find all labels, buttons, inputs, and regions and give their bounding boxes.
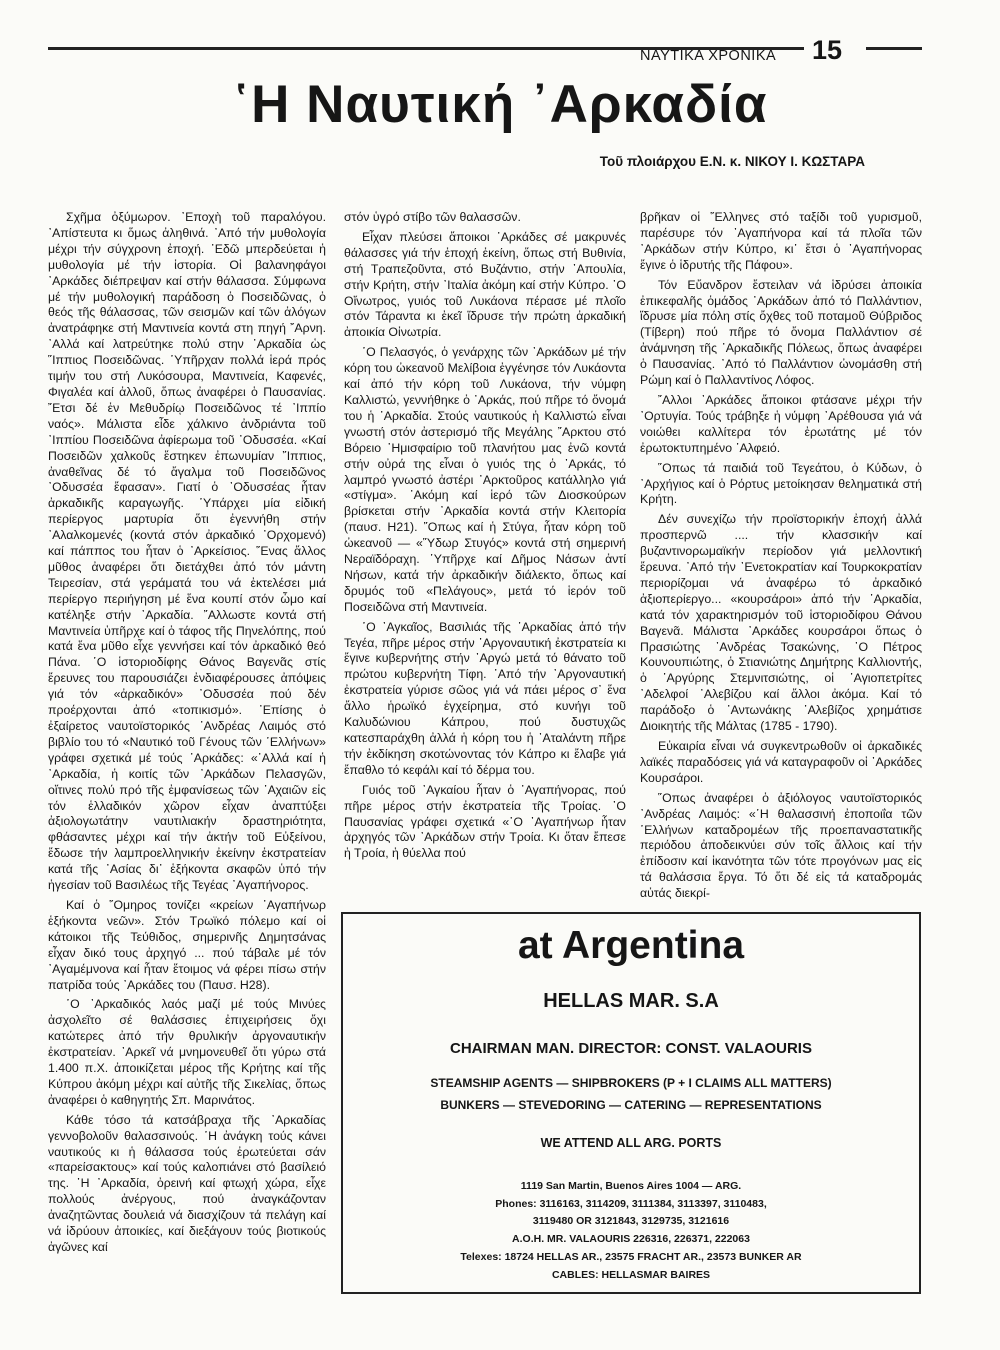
- paragraph: Εἶχαν πλεύσει ἄποικοι ᾿Αρκάδες σέ μακρυνές θάλασσες γιά τήν ἐποχή ἐκείνη, ὅπως στή Βυθινία, στή Τραπεζοῦντα, στό Βυζάντιο, στήν ᾿Απουλία, στήν Κρήτη, στήν ᾿Ιταλία ἀκόμη καί στήν Κύπρο. ῾Ο Οἴνωτρος, γυιός τοῦ Λυκάονα πέρασε μέ πλοῖο στόν Τάραντα κι ἐκεῖ ἵδρυσε τήν πρώτη ἀρκαδική ἀποικία Οἰνωτρία.: [344, 229, 626, 340]
- header-rule-right: [866, 47, 922, 50]
- ad-services-line-2: BUNKERS — STEVEDORING — CATERING — REPRESENTATIONS: [440, 1098, 822, 1112]
- section-label: ΝΑΥΤΙΚΑ ΧΡΟΝΙΚΑ: [640, 48, 777, 64]
- ad-cables: CABLES: HELLASMAR BAIRES: [551, 1269, 711, 1281]
- ad-phones-line-1: Phones: 3116163, 3114209, 3111384, 3113397, 3110483,: [495, 1198, 767, 1210]
- ad-phones-line-2: 3119480 OR 3121843, 3129735, 3121616: [532, 1215, 730, 1227]
- page-number: 15: [812, 35, 843, 65]
- paragraph: Καί ὁ ῞Ομηρος τονίζει «κρείων ᾿Αγαπήνωρ ἑξήκοντα νεῶν». Στόν Τρωϊκό πόλεμο καί οἱ κάτοικοι τῆς Τεύθιδος, σημερινῆς Δημητσάνας εἶχαν δικό τους ἀρχηγό ... πού τάβαλε μέ τόν ᾿Αγαμέμνονα καί ἦταν ἕτοιμος νά φέρει πίσω στήν πατρίδα τούς ᾿Αρκάδες του (Παυσ. Η28).: [48, 897, 326, 992]
- ad-ports: WE ATTEND ALL ARG. PORTS: [540, 1136, 722, 1150]
- ad-chairman: CHAIRMAN MAN. DIRECTOR: CONST. VALAOURIS: [450, 1040, 812, 1057]
- paragraph: ῾Ο Πελασγός, ὁ γενάρχης τῶν ᾿Αρκάδων μέ τήν κόρη του ὠκεανοῦ Μελίβοια ἐγγένησε τόν Λυκάοντα καί ἀπό τήν κόρη τοῦ Λυκάονα, τήν νύμφη Καλλιστώ, γεννήθηκε ὁ ᾿Αρκάς, πού πῆρε τό ὄνομά του ἡ ᾿Αρκαδία. Στούς ναυτικούς ἡ Καλλιστώ εἶναι γνωστή στόν ἀστερισμό τῆς Μεγάλης ῎Αρκτου στό Βόρειο ῾Ημισφαίριο τοῦ πλανήτου μας ἐνῶ κοντά στήν οὐρά της εἶναι ὁ γυιός της ὁ ᾿Αρκάς, τό λαμπρό γνωστό ἀστέρι ᾿Αρκτοῦρος κατάλληλο γιά «στίγμα». ᾿Ακόμη καί ἱερό τῶν Διοσκούρων βρίσκεται στήν ᾿Αρκαδία κοντά στήν Κλειτορία (παυσ. Η21). ῞Οπως καί ἡ Στύγα, ἦταν κόρη τοῦ ὠκεανοῦ — «῞Υδωρ Στυγός» κοντά στή σημερινή Νεραϊδόραχη. ῾Υπῆρχε καί Δῆμος Νάσων ἀντί Νήσων, κατά τήν ἀρκαδικήν διάλεκτο, ὅπως καί δρυμός τοῦ «Πελάγους», μετά τό ἱερόν τοῦ Ποσειδῶνα στή Μαντινεία.: [344, 345, 626, 614]
- article-byline: Τοῦ πλοιάρχου Ε.Ν. κ. ΝΙΚΟΥ Ι. ΚΩΣΤΑΡΑ: [599, 154, 865, 169]
- article-title: ῾Η Ναυτική ᾿Αρκαδία: [232, 75, 768, 134]
- paragraph: Γυιός τοῦ ᾿Αγκαίου ἦταν ὁ ᾿Αγαπήνορας, πού πῆρε μέρος στήν ἐκστρατεία τῆς Τροίας. ῾Ο Παυσανίας γράφει σχετικά «῾Ο ᾿Αγαπήνωρ ἦταν ἀρχηγός τῶν ᾿Αρκάδων στήν Τροία. Κι ὅταν ἔπεσε ἡ Τροία, ἡ θύελλα πού: [344, 782, 626, 861]
- ad-company-name: HELLAS MAR. S.A: [543, 990, 719, 1012]
- article-column-1: [48, 210, 326, 1260]
- paragraph: Τόν Εὔανδρον ἔστειλαν νά ἱδρύσει ἀποικία ἐπικεφαλῆς ὁμάδος ᾿Αρκάδων ἀπό τό Παλλάντιον, ἵδρυσε μία πόλη στίς ὄχθες τοῦ ποταμοῦ Θύβριδος (Τίβερη) πού πῆρε τό ὄνομα Παλλάντιον σέ ἀνάμνηση τῆς ᾿Αρκαδικῆς Πόλεως, ὅπως ἀναφέρει ὁ Παυσανίας. ᾿Από τό Παλλάντιον ὠνομάσθη στή Ρώμη καί ὁ Παλλαντίνος Λόφος.: [640, 277, 922, 388]
- paragraph: ῾Ο ᾿Αρκαδικός λαός μαζί μέ τούς Μινύες ἀσχολεῖτο σέ θαλάσσιες ἐπιχειρήσεις ὄχι κατώτερες ἀπό τήν θρυλικήν ἀργοναυτικήν ἐκστρατείαν. ᾿Αρκεῖ νά μνημονευθεῖ ὅτι γύρω στά 1.400 π.Χ. ἀποικίζεται μέρος τῆς Κρήτης καί τῆς Κύπρου ἀκόμη μέχρι καί αὐτῆς τῆς Σικελίας, ὅπως ἀναφέρει ὁ καθηγητής Σπ. Μαρινάτος.: [48, 997, 326, 1107]
- paragraph: Εὐκαιρία εἶναι νά συγκεντρωθοῦν οἱ ἀρκαδικές λαϊκές παραδόσεις γιά νά καταγραφοῦν οἱ ᾿Αρκάδες Κουρσάροι.: [640, 739, 922, 785]
- ad-title: at Argentina: [517, 924, 745, 967]
- paragraph: βρῆκαν οἱ ῞Ελληνες στό ταξίδι τοῦ γυρισμοῦ, παρέσυρε τόν ᾿Αγαπήνορα καί τά πλοῖα τῶν ᾿Αρκάδων στήν Κύπρο, κι᾿ ἔτσι ὁ ᾿Αγαπήνορας ἔγινε ὁ ἱδρυτής τῆς Πάφου».: [640, 210, 922, 272]
- ad-address: 1119 San Martin, Buenos Aires 1004 — ARG.: [520, 1180, 742, 1192]
- ad-services-line-1: STEAMSHIP AGENTS — SHIPBROKERS (P + I CLAIMS ALL MATTERS): [430, 1076, 832, 1090]
- paragraph: ῞Οπως ἀναφέρει ὁ ἀξιόλογος ναυτοϊστορικός ᾿Ανδρέας Λαιμός: «῾Η θαλασσινή ἐποποιΐα τῶν ῾Ελλήνων καταδρομέων τῆς προεπαναστατικῆς περιόδου ἀποδεικνύει σύν τοῖς ἄλλοις καί τήν ἐπίδοσιν καί ἱκανότητα τῶν τότε προγόνων μας εἰς τά θαλάσσια ἔργα. Τό ὅτι δέ εἰς τά καταδρομάς αὐτάς διεκρί-: [640, 790, 922, 901]
- paragraph: στόν ὑγρό στίβο τῶν θαλασσῶν.: [344, 210, 521, 224]
- paragraph: Δέν συνεχίζω τήν προϊστορικήν ἐποχή ἀλλά προσπερνῶ .... τήν κλασσικήν καί βυζαντινορωμαϊκήν περίοδον γιά μελλοντική ἔρευνα. ᾿Από τήν ᾿Ενετοκρατίαν καί Τουρκοκρατίαν περιορίζομαι νά ἀναφέρω τό ἀρκαδικό ἀξιοπερίεργο... «κουρσάροι» ἀπό τήν ᾿Αρκαδία, κατά τόν χαρακτηρισμόν τοῦ ἱστοριοδίφου Θάνου Βαγενᾶ. Μάλιστα ᾿Αρκάδες κουρσάροι ὅπως ὁ Πρασιώτης ᾿Ανδρέας Τσακώνης, ῾Ο Πέτρος Κουνουπιώτης, ὁ Στιανιώτης Δημήτρης Καλλιοντής, ὁ ᾿Αργύρης Στεμνιτσιώτης, οἱ ᾿Αγιοπετρίτες ᾿Αδελφοί ᾿Αλεβίζου καί ἄλλοι ἀκόμα. Καί τό παράδοξο ὁ ᾿Αντωνάκης ᾿Αλεβίζος χρημάτισε Διοικητής τῆς Μάλτας (1785 - 1790).: [640, 512, 922, 734]
- advertisement-box: [341, 912, 921, 1294]
- article-column-3: [640, 210, 922, 906]
- paragraph: ῞Οπως τά παιδιά τοῦ Τεγεάτου, ὁ Κύδων, ὁ ᾿Αρχήγιος καί ὁ Ρόρτυς μετοίκησαν θεληματικά στή Κρήτη.: [640, 460, 922, 507]
- paragraph: Κάθε τόσο τά κατσάβραχα τῆς ᾿Αρκαδίας γεννοβολοῦν θαλασσινούς. ῾Η ἀνάγκη τούς κάνει ναυτικούς κι ἡ θάλασσα τούς ἐρωτεύεται σάν «παρείσακτους» καί τούς καλοπιάνει στό βασίλειό της. ῾Η ᾿Αρκαδία, ὀρεινή καί φτωχή χώρα, εἶχε πολλούς ἀνέργους, πού ἀναγκάζονταν ἀναζητῶντας δουλειά νά διασχίζουν τά πελάγη καί νά ἱδρύουν ἀποικίες, καί διεξάγουν τούς βιοτικούς ἀγῶνες καί: [48, 1112, 326, 1254]
- paragraph: ῎Αλλοι ᾿Αρκάδες ἄποικοι φτάσανε μέχρι τήν ᾿Ορτυγία. Τούς τράβηξε ἡ νύμφη ᾿Αρέθουσα γιά νά νοιώθει καλλίτερα τόν ἐρωτάτης μέ τόν ἐρωτοκτυπημένο ᾿Αλφειό.: [640, 392, 922, 455]
- ad-aoh: A.O.H. MR. VALAOURIS 226316, 226371, 222063: [512, 1233, 750, 1245]
- paragraph: Σχῆμα ὀξύμωρον. ᾿Εποχὴ τοῦ παραλόγου. ᾿Απίστευτα κι ὅμως ἀληθινά. ᾿Από τήν μυθολογία μέχρι τήν σύγχρονη ἐποχή. ᾿Εδῶ μπερδεύεται ἡ μυθολογία μέ τήν ἱστορία. Οἱ βαλανηφάγοι ᾿Αρκάδες διέπρεψαν καί στήν θάλασσα. Σύμφωνα μέ τήν μυθολογική παράδοση ὁ Ποσειδῶνας, ὁ θεός τῆς θάλασσας, τῶν σεισμῶν καί τῶν ἀλόγων ἀνατράφηκε στή Μαντινεία κοντά στη πηγή ῎Αρνη. ᾿Αλλά καί λατρεύτηκε πολύ στην ᾿Αρκαδία ὡς ῞Ιππιος Ποσειδῶνας. ῾Υπῆρχαν πολλά ἱερά πρός τιμήν του στή Λυκόσουρα, Μαντινεία, Καφενές, Φιγαλέα καί ἀλλοῦ, ὅπως ἀναφέρει ὁ Παυσανίας. ῎Ετσι δέ ἐν Μεθυδρίῳ Ποσειδῶνος τέ ᾿Ιππίο ναός». Μάλιστα εἶδε χάλκινο ἀνδριάντα τοῦ ᾿Ιππίου Ποσειδῶνα ἀφίερωμα τοῦ ᾿Οδυσσέα. «Καί Ποσειδῶν χαλκοῦς ἕστηκεν ἐπωνυμίαν ῞Ιππιος, ἀναθεῖνας δέ τό ἄγαλμα τοῦ Ποσειδῶνος ᾿Οδυσσέα ἔφασαν». Γιατί ὁ ᾿Οδυσσέας ἦταν ἀρκαδικῆς καραγωγῆς. ῾Υπάρχει μία εἰδική περίεργος μαρτυρία ὅτι ἐγεννήθη στήν ᾿Αλαλκομενές (κοντά στόν ἀρκαδικό ᾿Ορχομενό) καί πάππος του ἦταν ὁ ᾿Αρκείσιος. ῞Ενας ἄλλος μῦθος ἀναφέρει ὅτι διετάχθει ἀπό τόν μάντη Τειρεσίαν, στά γεράματά του νά ἐκτελέσει μιά περίεργο περιήγηση μέ ἕνα κουπί στόν ὦμο καί κατέληξε στήν ᾿Αρκαδία. ῎Αλλωστε κοντά στή Μαντινεία ὑπῆρχε καί ὁ τάφος τῆς Πηνελόπης, πού κατά ἕνα μῦθο εἶχε γεννήσει καί τόν ἀρκαδικό θεό Πάνα. ῾Ο ἱστοριοδίφης Θάνος Βαγενᾶς στίς ἔρευνες του παρουσιάζει ἐνδιαφέρουσες ἀπόψεις γιά τόν «ἀρκαδικόν» ᾿Οδυσσέα πού δέν προέρχονται ἀπό «τοπικισμό». ᾿Επίσης ὁ ἐξαίρετος ναυτοϊστορικός ᾿Ανδρέας Λαιμός στό βιβλίο του τό «Ναυτικό τοῦ Γένους τῶν ῾Ελλήνων» γράφει σχετικά μέ τούς ᾿Αρκάδες: «᾿Αλλά καί ἡ ᾿Αρκαδία, ἡ κοιτίς τῶν ᾿Αρκάδων Πελασγῶν, οἵτινες πολύ πρό τῆς ἐμφανίσεως τῶν ᾿Αχαιῶν εἰς τόν ἑλλαδικόν χῶρον εἶχαν ἀναπτύξει ἀξιολογωτάτην ναυτιλιακήν δραστηριότητα, φθάσαντες μέχρι καί τήν ἀκτήν τοῦ Εὐξείνου, ἔδωσε τήν λαμπροελληνικήν ἐκείνην ἐκστρατείαν κατά τῆς ᾿Ασίας δι᾿ ἑξήκοντα σκαφῶν ὑπό τήν ἡγεσίαν τοῦ Βασιλέως τῆς Τεγέας ᾿Αγαπήνορος.: [48, 210, 326, 893]
- paragraph: ῾Ο ᾿Αγκαῖος, Βασιλιάς τῆς ᾿Αρκαδίας ἀπό τήν Τεγέα, πῆρε μέρος στήν ᾿Αργοναυτική ἐκστρατεία κι ἔγινε κυβερνήτης στήν ᾿Αργώ μετά τό θάνατο τοῦ πρώτου κυβερνήτη Τίφη. ᾿Από τήν ᾿Αργοναυτική ἐκστρατεία γύρισε σῶος γιά νά πάει μέρος σ᾿ ἕνα ἄλλο ἡρωϊκό ἐγχείρημα, στό κυνήγι τοῦ Καλυδώνιου Κάπρου, πού δυστυχῶς κατεσπαράχθη ἀλλά ἡ κόρη του ἡ ᾿Αταλάντη πῆρε τήν ἐκδίκηση σκοτώνοντας τόν Κάπρο κι ἔλαβε γιά ἔπαθλο τό κεφάλι καί τό δέρμα του.: [344, 619, 626, 777]
- ad-telexes: Telexes: 18724 HELLAS AR., 23575 FRACHT AR., 23573 BUNKER AR: [460, 1251, 802, 1263]
- article-column-2: [344, 210, 626, 866]
